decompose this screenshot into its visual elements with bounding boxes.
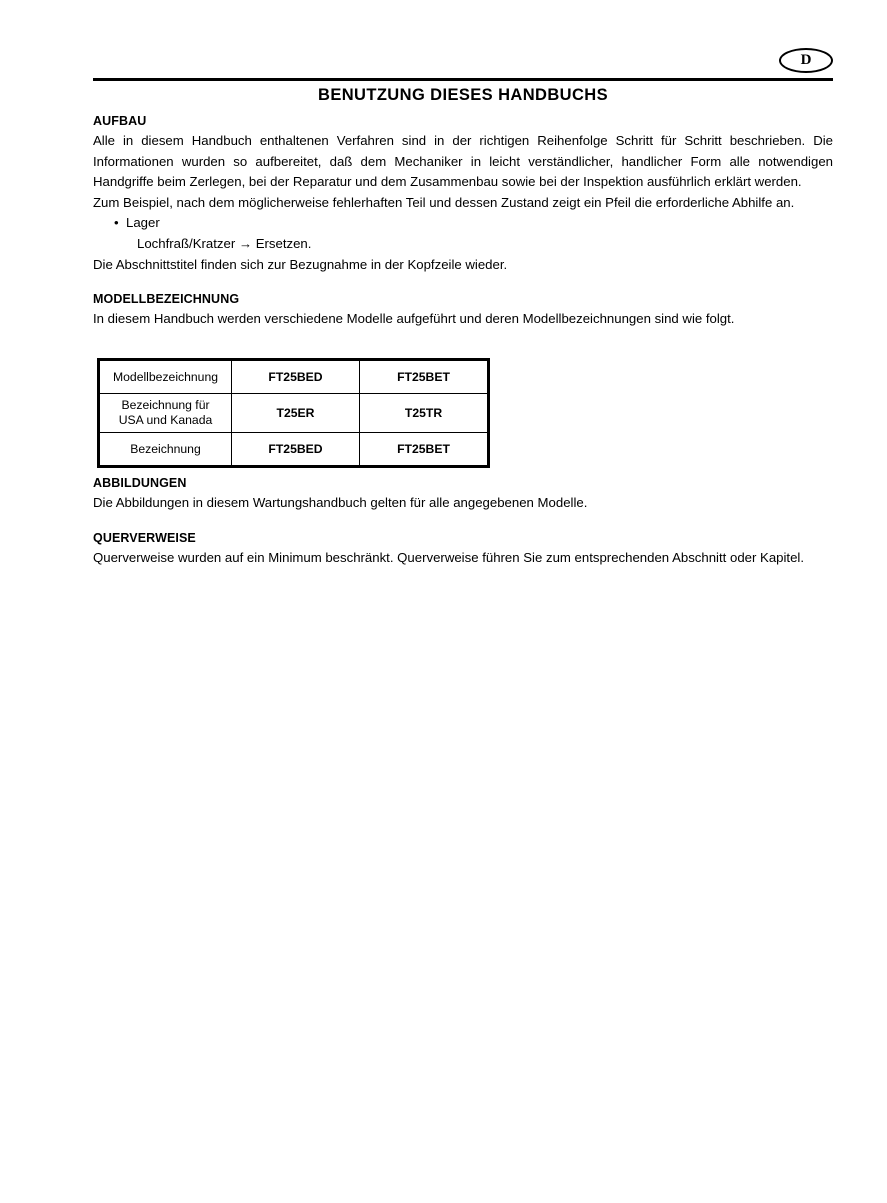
table-cell-value-b: FT25BET bbox=[360, 360, 489, 394]
table-cell-label: Bezeichnung für USA und Kanada bbox=[99, 394, 232, 433]
bullet-marker-icon: • bbox=[114, 215, 119, 231]
modellbezeichnung-paragraph: In diesem Handbuch werden verschiedene Modelle aufgeführt und deren Modellbezeichnungen sind wie folgt. bbox=[93, 311, 735, 327]
table-cell-value-a: FT25BED bbox=[232, 360, 360, 394]
table-cell-value-a: FT25BED bbox=[232, 433, 360, 467]
querverweise-paragraph: Querverweise wurden auf ein Minimum beschränkt. Querverweise führen Sie zum entsprechenden Abschnitt oder Kapitel. bbox=[93, 549, 805, 565]
table-cell-value-b: FT25BET bbox=[360, 433, 489, 467]
table-row bbox=[99, 433, 489, 467]
model-designation-table bbox=[97, 358, 490, 468]
section-heading-modellbezeichnung: MODELLBEZEICHNUNG bbox=[93, 292, 240, 307]
model-designation-table-wrap bbox=[97, 358, 485, 468]
abbildungen-paragraph: Die Abbildungen in diesem Wartungshandbuch gelten für alle angegebenen Modelle. bbox=[93, 495, 588, 510]
section-heading-querverweise: QUERVERWEISE bbox=[93, 530, 196, 545]
aufbau-paragraph-3: Die Abschnittstitel finden sich zur Bezugnahme in der Kopfzeile wieder. bbox=[93, 256, 508, 272]
content-column bbox=[93, 114, 833, 330]
section-heading-abbildungen: ABBILDUNGEN bbox=[93, 476, 187, 490]
aufbau-paragraph-2: Zum Beispiel, nach dem möglicherweise fehlerhaften Teil und dessen Zustand zeigt ein Pfeil die erforderliche Abhilfe an. bbox=[93, 194, 795, 210]
page-title: BENUTZUNG DIESES HANDBUCHS bbox=[318, 86, 608, 104]
table-body bbox=[99, 360, 489, 467]
table-cell-label: Bezeichnung bbox=[99, 433, 232, 467]
language-badge: D bbox=[779, 48, 833, 73]
bullet-item-label: Lager bbox=[126, 215, 160, 231]
table-cell-value-a: T25ER bbox=[232, 394, 360, 433]
table-row bbox=[99, 394, 489, 433]
table-cell-label: Modellbezeichnung bbox=[99, 360, 232, 394]
table-cell-value-b: T25TR bbox=[360, 394, 489, 433]
aufbau-paragraph-1: Alle in diesem Handbuch enthaltenen Verfahren sind in der richtigen Reihenfolge Schritt für Schritt beschrieben. Die Informationen wurden so aufbereitet, daß dem Mechaniker in leicht verständlicher, handlicher Form alle notwendigen Handgriffe beim Zerlegen, bei der Reparatur und dem Zusammenbau sowie bei der Inspektion ausführlich erklärt werden. bbox=[93, 133, 833, 190]
lower-sections bbox=[93, 476, 833, 568]
section-heading-aufbau: AUFBAU bbox=[93, 114, 147, 128]
header-rule bbox=[93, 78, 833, 81]
aufbau-bullet-item bbox=[93, 213, 833, 234]
aufbau-bullet-subline: Lochfraß/Kratzer → Ersetzen. bbox=[137, 235, 312, 251]
table-row bbox=[99, 360, 489, 394]
